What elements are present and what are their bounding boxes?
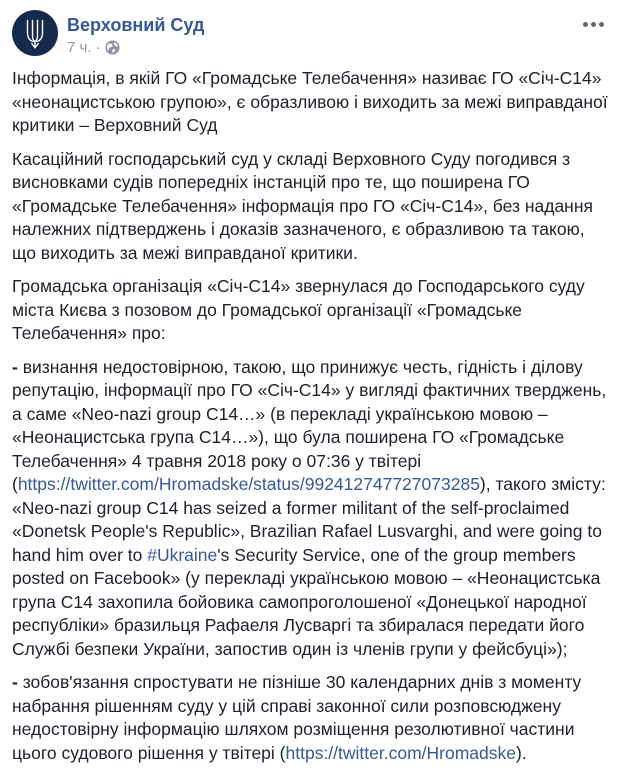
post-text: -: [12, 672, 18, 692]
post-text: 's Security Service, one of the group members posted on Facebook» (у перекладі українською мовою – «Неонацистська група С14 захопила бойовика самопроголошеної «Донецької народної республіки» бразильця Рафаеля Лусваргі та збиралася передати його Службі безпеки України, запостив один із членів групи у фейсбуці»);: [12, 544, 601, 659]
post-text: Громадська організація «Січ-С14» звернулася до Господарського суду міста Києва з позовом до Громадської організації «Громадське Телебачення» про:: [12, 276, 585, 343]
post-paragraph: [12, 671, 610, 765]
post-paragraph: [12, 148, 610, 266]
ellipsis-menu-icon: [599, 22, 604, 27]
page-name-link[interactable]: Верховний Суд: [67, 15, 205, 35]
ellipsis-menu-icon: [583, 22, 588, 27]
post-text: ).: [516, 742, 527, 763]
post-text: ), такого змісту: «Neo-nazi group C14 has seized a former militant of the self-proclaimed «Donetsk People's Republic», Brazilian Rafael Lusvarghi, and were going to hand him over to: [12, 474, 606, 565]
post-paragraph: [12, 67, 610, 138]
ukraine-trident-icon: [12, 10, 58, 56]
post-header-info: [67, 10, 577, 56]
post-timestamp: 7 ч.: [67, 39, 92, 56]
post-text: Касаційний господарський суд у складі Верховного Суду погодився з висновками судів попередніх інстанцій про те, що поширена ГО «Громадське Телебачення» інформація про ГО «Січ-С14», без надання належних підтверджень і доказів зазначеного, є образливою та такою, що виходить за межі виправданої критики.: [12, 148, 593, 263]
post-header: [12, 10, 610, 56]
post-paragraph: [12, 275, 610, 346]
globe-public-icon: [105, 40, 120, 55]
post-text: зобов'язання спростувати не пізніше 30 календарних днів з моменту набрання рішенням суду у цій справі законної сили розповсюджену недостовірну інформацію шляхом розміщення резолютивної частини цього судового рішення у твітері (: [12, 672, 582, 763]
post-content: [12, 67, 610, 765]
ellipsis-menu-icon: [591, 22, 596, 27]
post-text: Інформація, в якій ГО «Громадське Телебачення» називає ГО «Січ-С14» «неонацистською групою», є образливою і виходить за межі виправданої критики – Верховний Суд: [12, 68, 608, 135]
post-meta-row: [67, 39, 577, 56]
post-link[interactable]: https://twitter.com/Hromadske/status/992412747727073285: [17, 474, 480, 494]
hashtag-link[interactable]: #Ukraine: [147, 544, 218, 565]
page-avatar[interactable]: [12, 10, 58, 56]
post-paragraph: [12, 356, 610, 662]
post-text: -: [12, 356, 18, 377]
post-text: визнання недостовірною, такою, що принижує честь, гідність і ділову репутацію, інформації про ГО «Січ-С14» у вигляді фактичних тверджень, а саме «Neo-nazi group C14…» (в перекладі українською мовою – «Неонацистська група С14…»), що була поширена ГО «Громадське Телебачення» 4 травня 2018 року о 07:36 у твітері (: [12, 356, 607, 494]
post-menu-button[interactable]: [577, 10, 610, 38]
post-link[interactable]: https://twitter.com/Hromadske: [285, 742, 516, 763]
meta-separator: ·: [95, 39, 101, 56]
